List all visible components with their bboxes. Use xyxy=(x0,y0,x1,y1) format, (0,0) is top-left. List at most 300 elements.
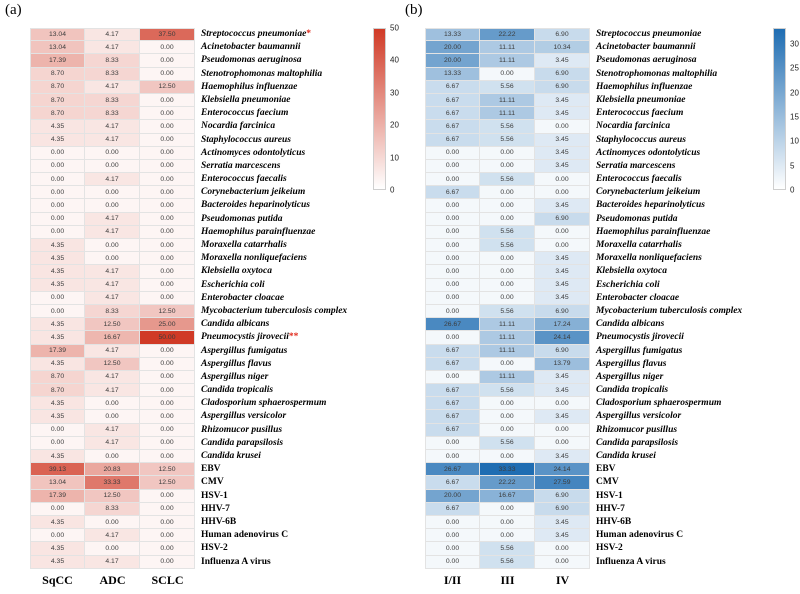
colorbar-tick: 15 xyxy=(790,112,799,122)
heatmap-cell: 4.17 xyxy=(85,384,140,397)
heatmap-cell: 0.00 xyxy=(85,516,140,529)
heatmap-cell: 4.17 xyxy=(85,41,140,54)
heatmap-row xyxy=(30,305,347,318)
heatmap-row xyxy=(425,28,742,41)
heatmap-cell: 0.00 xyxy=(425,292,480,305)
heatmap-cell: 3.45 xyxy=(535,107,590,120)
row-label: Klebsiella oxytoca xyxy=(596,266,667,277)
heatmap-cell: 5.56 xyxy=(480,239,535,252)
heatmap-cell: 20.00 xyxy=(425,54,480,67)
heatmap-cell: 3.45 xyxy=(535,450,590,463)
row-label: Acinetobacter baumannii xyxy=(201,42,301,53)
heatmap-cell: 4.17 xyxy=(85,529,140,542)
heatmap-cell: 0.00 xyxy=(535,424,590,437)
heatmap-row xyxy=(30,476,347,489)
heatmap-cell: 6.67 xyxy=(425,384,480,397)
heatmap-cell: 11.11 xyxy=(480,371,535,384)
heatmap-row xyxy=(425,384,742,397)
heatmap-cell: 3.45 xyxy=(535,54,590,67)
heatmap-cell: 13.33 xyxy=(425,68,480,81)
heatmap-cell: 0.00 xyxy=(535,397,590,410)
heatmap-cell: 0.00 xyxy=(480,424,535,437)
row-label: Serratia marcescens xyxy=(201,160,281,171)
row-label: HHV-7 xyxy=(596,503,625,514)
heatmap-cell: 12.50 xyxy=(85,358,140,371)
heatmap-cell: 6.90 xyxy=(535,490,590,503)
heatmap-cell: 0.00 xyxy=(140,239,195,252)
heatmap-cell: 4.35 xyxy=(30,331,85,344)
heatmap-row xyxy=(425,490,742,503)
heatmap-cell: 4.35 xyxy=(30,410,85,423)
heatmap-cell: 0.00 xyxy=(425,556,480,569)
heatmap-cell: 0.00 xyxy=(30,173,85,186)
heatmap-cell: 11.11 xyxy=(480,318,535,331)
heatmap-cell: 13.04 xyxy=(30,41,85,54)
heatmap-cell: 0.00 xyxy=(140,173,195,186)
row-label: Enterococcus faecalis xyxy=(596,174,682,185)
row-label: Rhizomucor pusillus xyxy=(596,424,678,435)
heatmap-row xyxy=(425,279,742,292)
heatmap-cell: 22.22 xyxy=(480,28,535,41)
heatmap-row xyxy=(30,226,347,239)
colorbar-tick: 0 xyxy=(390,185,395,195)
heatmap-row xyxy=(30,371,347,384)
heatmap-cell: 0.00 xyxy=(140,160,195,173)
heatmap-cell: 4.17 xyxy=(85,279,140,292)
heatmap-cell: 0.00 xyxy=(480,503,535,516)
heatmap-cell: 5.56 xyxy=(480,226,535,239)
heatmap-row xyxy=(30,450,347,463)
row-label: Enterobacter cloacae xyxy=(201,292,285,303)
row-label: Candida albicans xyxy=(201,319,270,330)
heatmap-cell: 3.45 xyxy=(535,384,590,397)
heatmap-cell: 12.50 xyxy=(140,476,195,489)
heatmap-cell: 5.56 xyxy=(480,542,535,555)
heatmap-cell: 6.67 xyxy=(425,120,480,133)
heatmap-row xyxy=(425,345,742,358)
heatmap-cell: 17.39 xyxy=(30,345,85,358)
heatmap-row xyxy=(425,239,742,252)
row-label: Aspergillus versicolor xyxy=(596,411,682,422)
heatmap-cell: 0.00 xyxy=(140,490,195,503)
row-label: Corynebacterium jeikeium xyxy=(201,187,306,198)
heatmap-cell: 0.00 xyxy=(85,160,140,173)
row-label: Escherichia coli xyxy=(596,279,660,290)
heatmap-cell: 5.56 xyxy=(480,305,535,318)
heatmap-row xyxy=(30,54,347,67)
heatmap-cell: 4.35 xyxy=(30,252,85,265)
heatmap-cell: 0.00 xyxy=(85,542,140,555)
heatmap-row xyxy=(425,437,742,450)
colorbar-tick: 25 xyxy=(790,63,799,73)
heatmap-cell: 0.00 xyxy=(30,305,85,318)
row-label: Pseudomonas putida xyxy=(201,213,283,224)
heatmap-cell: 0.00 xyxy=(30,503,85,516)
heatmap-cell: 0.00 xyxy=(535,556,590,569)
heatmap-cell: 0.00 xyxy=(85,147,140,160)
row-label: Staphylococcus aureus xyxy=(596,134,686,145)
heatmap-cell: 4.17 xyxy=(85,173,140,186)
heatmap-row xyxy=(30,397,347,410)
row-label: Serratia marcescens xyxy=(596,160,676,171)
heatmap-cell: 0.00 xyxy=(535,437,590,450)
significance-marker: * xyxy=(306,29,312,39)
row-label: Haemophilus parainfluenzae xyxy=(201,226,316,237)
row-label: Moraxella catarrhalis xyxy=(596,240,682,250)
colorbar-a xyxy=(373,23,403,195)
heatmap-cell: 39.13 xyxy=(30,463,85,476)
heatmap-cell: 0.00 xyxy=(425,305,480,318)
heatmap-cell: 0.00 xyxy=(85,397,140,410)
colorbar-tick: 20 xyxy=(790,88,799,98)
heatmap-cell: 6.67 xyxy=(425,186,480,199)
heatmap-cell: 0.00 xyxy=(140,41,195,54)
heatmap-cell: 4.17 xyxy=(85,28,140,41)
heatmap-cell: 17.39 xyxy=(30,490,85,503)
heatmap-cell: 13.33 xyxy=(425,28,480,41)
heatmap-row xyxy=(30,463,347,476)
heatmap-cell: 4.35 xyxy=(30,556,85,569)
heatmap-cell: 0.00 xyxy=(425,199,480,212)
row-label: Candida parapsilosis xyxy=(596,437,679,448)
heatmap-cell: 4.35 xyxy=(30,542,85,555)
heatmap-cell: 6.90 xyxy=(535,305,590,318)
row-label: CMV xyxy=(201,477,224,488)
heatmap-cell: 0.00 xyxy=(480,160,535,173)
row-label: Pseudomonas aeruginosa xyxy=(201,55,302,66)
heatmap-cell: 5.56 xyxy=(480,173,535,186)
row-label: Nocardia farcinica xyxy=(201,121,276,132)
heatmap-cell: 6.67 xyxy=(425,107,480,120)
heatmap-cell: 0.00 xyxy=(535,226,590,239)
heatmap-row xyxy=(425,252,742,265)
heatmap-cell: 5.56 xyxy=(480,81,535,94)
row-label: HSV-2 xyxy=(201,543,228,554)
row-label: Aspergillus niger xyxy=(201,371,269,382)
row-label: Enterobacter cloacae xyxy=(596,292,680,303)
heatmap-cell: 5.56 xyxy=(480,556,535,569)
heatmap-cell: 0.00 xyxy=(30,213,85,226)
heatmap-row xyxy=(425,173,742,186)
heatmap-row xyxy=(425,81,742,94)
heatmap-cell: 3.45 xyxy=(535,147,590,160)
heatmap-row xyxy=(30,160,347,173)
heatmap-cell: 6.90 xyxy=(535,28,590,41)
heatmap-cell: 0.00 xyxy=(30,199,85,212)
heatmap-cell: 8.33 xyxy=(85,68,140,81)
heatmap-cell: 0.00 xyxy=(85,186,140,199)
heatmap-row xyxy=(30,529,347,542)
heatmap-cell: 0.00 xyxy=(140,424,195,437)
heatmap-cell: 0.00 xyxy=(480,252,535,265)
heatmap-cell: 8.70 xyxy=(30,107,85,120)
heatmap-row xyxy=(425,94,742,107)
heatmap-cell: 33.33 xyxy=(85,476,140,489)
colorbar-a-gradient xyxy=(373,28,386,190)
heatmap-cell: 4.17 xyxy=(85,292,140,305)
heatmap-row xyxy=(425,516,742,529)
column-header: III xyxy=(500,573,515,587)
heatmap-row xyxy=(425,68,742,81)
row-label: Candida parapsilosis xyxy=(201,437,284,448)
heatmap-cell: 8.33 xyxy=(85,503,140,516)
heatmap-cell: 11.11 xyxy=(480,331,535,344)
row-label: Actinomyces odontolyticus xyxy=(201,147,306,158)
column-header: SqCC xyxy=(42,573,73,587)
heatmap-row xyxy=(30,424,347,437)
heatmap-row xyxy=(30,331,347,344)
heatmap-cell: 0.00 xyxy=(140,199,195,212)
heatmap-cell: 0.00 xyxy=(140,345,195,358)
row-label: HHV-6B xyxy=(596,516,632,527)
row-label: Corynebacterium jeikeium xyxy=(596,187,701,198)
heatmap-cell: 0.00 xyxy=(425,437,480,450)
heatmap-cell: 25.00 xyxy=(140,318,195,331)
heatmap-cell: 0.00 xyxy=(480,213,535,226)
heatmap-cell: 12.50 xyxy=(140,463,195,476)
heatmap-cell: 0.00 xyxy=(140,147,195,160)
heatmap-cell: 4.35 xyxy=(30,120,85,133)
heatmap-cell: 5.56 xyxy=(480,120,535,133)
heatmap-cell: 8.33 xyxy=(85,107,140,120)
heatmap-cell: 6.67 xyxy=(425,358,480,371)
colorbar-tick: 30 xyxy=(790,39,799,49)
heatmap-cell: 11.11 xyxy=(480,345,535,358)
heatmap-cell: 3.45 xyxy=(535,94,590,107)
heatmap-cell: 0.00 xyxy=(425,213,480,226)
row-label: Influenza A virus xyxy=(596,556,666,567)
heatmap-cell: 4.17 xyxy=(85,345,140,358)
heatmap-cell: 0.00 xyxy=(480,292,535,305)
colorbar-b xyxy=(773,28,800,195)
heatmap-row xyxy=(30,107,347,120)
row-label: HSV-1 xyxy=(201,490,228,501)
heatmap-cell: 12.50 xyxy=(140,81,195,94)
row-label: Streptococcus pneumoniae* xyxy=(201,29,312,39)
row-label: Candida tropicalis xyxy=(201,385,274,396)
heatmap-row xyxy=(30,556,347,569)
heatmap-cell: 6.67 xyxy=(425,410,480,423)
column-header: ADC xyxy=(99,573,126,587)
row-label: Pseudomonas aeruginosa xyxy=(596,55,697,66)
heatmap-cell: 0.00 xyxy=(140,516,195,529)
heatmap-cell: 0.00 xyxy=(140,120,195,133)
heatmap-cell: 0.00 xyxy=(425,529,480,542)
row-label: Rhizomucor pusillus xyxy=(201,424,283,435)
heatmap-cell: 4.17 xyxy=(85,120,140,133)
heatmap-cell: 4.17 xyxy=(85,81,140,94)
heatmap-cell: 13.79 xyxy=(535,358,590,371)
heatmap-cell: 6.67 xyxy=(425,94,480,107)
row-label: Klebsiella oxytoca xyxy=(201,266,272,277)
row-label: Aspergillus flavus xyxy=(596,358,667,369)
row-label: Candida krusei xyxy=(596,451,656,461)
row-label: Human adenovirus C xyxy=(201,530,289,541)
heatmap-cell: 0.00 xyxy=(480,147,535,160)
heatmap-cell: 0.00 xyxy=(140,542,195,555)
heatmap-row xyxy=(425,120,742,133)
heatmap-row xyxy=(425,265,742,278)
heatmap-cell: 26.67 xyxy=(425,318,480,331)
row-label: Aspergillus fumigatus xyxy=(201,345,288,356)
heatmap-cell: 5.56 xyxy=(480,134,535,147)
heatmap-cell: 4.35 xyxy=(30,450,85,463)
heatmap-cell: 11.11 xyxy=(480,54,535,67)
row-label: Influenza A virus xyxy=(201,556,271,567)
heatmap-cell: 17.24 xyxy=(535,318,590,331)
heatmap-row xyxy=(30,68,347,81)
heatmap-cell: 20.00 xyxy=(425,41,480,54)
heatmap-cell: 0.00 xyxy=(140,529,195,542)
heatmap-cell: 0.00 xyxy=(535,186,590,199)
row-label: Stenotrophomonas maltophilia xyxy=(596,68,718,79)
row-label: Cladosporium sphaerospermum xyxy=(201,398,327,409)
row-label: Candida tropicalis xyxy=(596,385,669,396)
heatmap-cell: 0.00 xyxy=(140,371,195,384)
heatmap-cell: 0.00 xyxy=(535,542,590,555)
heatmap-row xyxy=(30,199,347,212)
row-label: Moraxella nonliquefaciens xyxy=(596,253,702,264)
heatmap-cell: 24.14 xyxy=(535,463,590,476)
row-label: CMV xyxy=(596,477,619,488)
heatmap-cell: 4.35 xyxy=(30,358,85,371)
heatmap-cell: 3.45 xyxy=(535,265,590,278)
heatmap-row xyxy=(425,54,742,67)
panel-a-label: (a) xyxy=(5,2,22,18)
heatmap-cell: 4.35 xyxy=(30,265,85,278)
row-label: HHV-7 xyxy=(201,503,230,514)
heatmap-cell: 6.67 xyxy=(425,397,480,410)
heatmap-cell: 0.00 xyxy=(30,147,85,160)
heatmap-row xyxy=(425,529,742,542)
heatmap-cell: 4.35 xyxy=(30,318,85,331)
heatmap-cell: 8.33 xyxy=(85,94,140,107)
row-label: Cladosporium sphaerospermum xyxy=(596,398,722,409)
row-label: Nocardia farcinica xyxy=(596,121,671,132)
heatmap-cell: 3.45 xyxy=(535,199,590,212)
heatmap-row xyxy=(425,41,742,54)
row-label: Staphylococcus aureus xyxy=(201,134,291,145)
heatmap-cell: 0.00 xyxy=(30,437,85,450)
heatmap-row xyxy=(425,147,742,160)
heatmap-cell: 6.67 xyxy=(425,424,480,437)
row-label: Klebsiella pneumoniae xyxy=(201,94,291,105)
heatmap-cell: 0.00 xyxy=(30,529,85,542)
heatmap-cell: 0.00 xyxy=(480,358,535,371)
row-label: Pseudomonas putida xyxy=(596,213,678,224)
heatmap-cell: 20.00 xyxy=(425,490,480,503)
heatmap-cell: 0.00 xyxy=(140,279,195,292)
heatmap-cell: 0.00 xyxy=(425,450,480,463)
heatmap-row xyxy=(30,490,347,503)
heatmap-row xyxy=(425,450,742,463)
heatmap-cell: 0.00 xyxy=(140,186,195,199)
heatmap-cell: 8.33 xyxy=(85,305,140,318)
column-header: I/II xyxy=(443,573,462,587)
row-label: Moraxella nonliquefaciens xyxy=(201,253,307,264)
row-label: Stenotrophomonas maltophilia xyxy=(201,68,323,79)
row-label: Bacteroides heparinolyticus xyxy=(596,200,705,211)
row-label: EBV xyxy=(596,464,616,475)
heatmap-cell: 13.04 xyxy=(30,28,85,41)
column-header: SCLC xyxy=(151,573,184,587)
heatmap-row xyxy=(30,292,347,305)
heatmap-cell: 0.00 xyxy=(85,199,140,212)
colorbar-tick: 10 xyxy=(390,153,399,163)
heatmap-cell: 11.11 xyxy=(480,107,535,120)
row-label: Haemophilus influenzae xyxy=(201,81,298,92)
heatmap-cell: 0.00 xyxy=(140,94,195,107)
heatmap-cell: 0.00 xyxy=(140,410,195,423)
heatmap-cell: 0.00 xyxy=(480,529,535,542)
heatmap-cell: 6.67 xyxy=(425,476,480,489)
row-label: Bacteroides heparinolyticus xyxy=(201,200,310,211)
heatmap-cell: 0.00 xyxy=(480,450,535,463)
row-label: Acinetobacter baumannii xyxy=(596,42,696,53)
heatmap-cell: 0.00 xyxy=(30,292,85,305)
heatmap-row xyxy=(425,213,742,226)
heatmap-cell: 8.70 xyxy=(30,81,85,94)
heatmap-cell: 0.00 xyxy=(140,265,195,278)
heatmap-cell: 4.17 xyxy=(85,371,140,384)
row-label: HSV-2 xyxy=(596,543,623,554)
heatmap-row xyxy=(30,186,347,199)
heatmap-cell: 0.00 xyxy=(425,239,480,252)
heatmap-cell: 0.00 xyxy=(480,410,535,423)
heatmap-cell: 4.35 xyxy=(30,239,85,252)
heatmap-row xyxy=(30,318,347,331)
heatmap-cell: 0.00 xyxy=(425,331,480,344)
heatmap-row xyxy=(30,213,347,226)
heatmap-row xyxy=(30,358,347,371)
heatmap-cell: 4.17 xyxy=(85,437,140,450)
heatmap-cell: 0.00 xyxy=(140,107,195,120)
heatmap-cell: 27.59 xyxy=(535,476,590,489)
row-label: Haemophilus parainfluenzae xyxy=(596,226,711,237)
heatmap-cell: 26.67 xyxy=(425,463,480,476)
heatmap-row xyxy=(30,147,347,160)
heatmap-cell: 8.70 xyxy=(30,371,85,384)
heatmap-cell: 0.00 xyxy=(140,226,195,239)
heatmap-cell: 8.70 xyxy=(30,94,85,107)
heatmap-cell: 24.14 xyxy=(535,331,590,344)
heatmap-cell: 8.33 xyxy=(85,54,140,67)
heatmap-row xyxy=(30,41,347,54)
heatmap-cell: 6.90 xyxy=(535,345,590,358)
heatmap-cell: 0.00 xyxy=(535,120,590,133)
heatmap-cell: 22.22 xyxy=(480,476,535,489)
colorbar-tick: 20 xyxy=(390,120,399,130)
heatmap-cell: 0.00 xyxy=(480,397,535,410)
heatmap-cell: 3.45 xyxy=(535,371,590,384)
heatmap-cell: 0.00 xyxy=(140,54,195,67)
heatmap-cell: 16.67 xyxy=(480,490,535,503)
heatmap-cell: 0.00 xyxy=(140,450,195,463)
heatmap-row xyxy=(425,503,742,516)
heatmap-row xyxy=(30,345,347,358)
heatmap-cell: 10.34 xyxy=(535,41,590,54)
panel-b xyxy=(400,0,800,594)
heatmap-cell: 0.00 xyxy=(140,134,195,147)
colorbar-tick: 5 xyxy=(790,161,795,171)
colorbar-tick: 30 xyxy=(390,88,399,98)
heatmap-row xyxy=(30,384,347,397)
heatmap-cell: 3.45 xyxy=(535,279,590,292)
heatmap-row xyxy=(425,358,742,371)
row-label: Candida krusei xyxy=(201,451,261,461)
heatmap-row xyxy=(425,556,742,569)
row-label: Pneumocystis jirovecii** xyxy=(201,332,299,343)
